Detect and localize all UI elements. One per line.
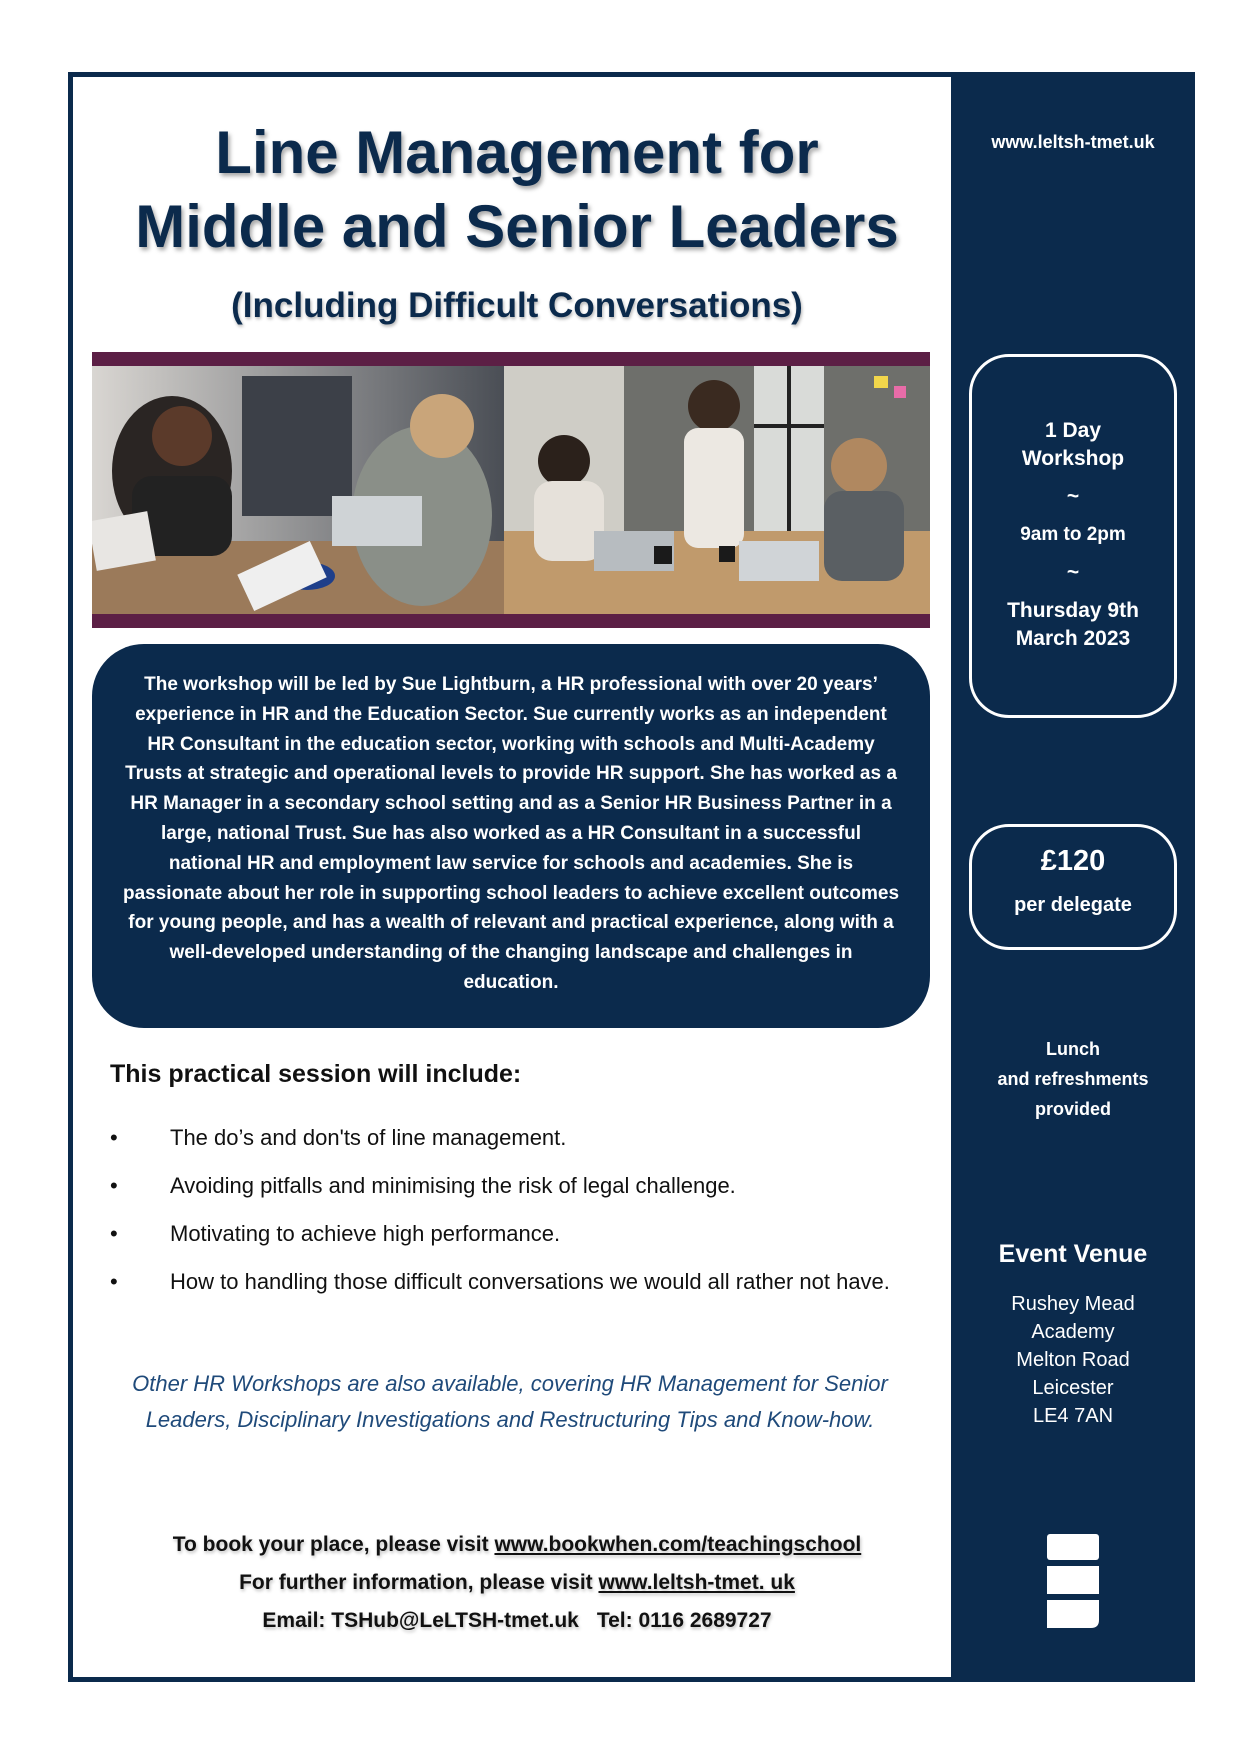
venue-line: Melton Road: [1016, 1349, 1130, 1371]
session-heading: This practical session will include:: [110, 1060, 522, 1088]
date-line-2: March 2023: [1015, 627, 1131, 650]
photo-meeting-left: [92, 366, 504, 614]
separator-2: ~: [1066, 561, 1080, 584]
session-list: [110, 1120, 910, 1312]
facilitator-bio: The workshop will be led by Sue Lightburn, a HR professional with over 20 years’ experience in HR and the Education Sector. Sue currently works as an independent HR Consultant in the education sector, working with schools and Multi-Academy Trusts at strategic and operational levels to provide HR support. She has worked as a HR Manager in a secondary school setting and as a Senior HR Business Partner in a large, national Trust. Sue has also worked as a HR Consultant in a successful national HR and employment law service for schools and academies. She is passionate about her role in supporting school leaders to achieve excellent outcomes for young people, and has a wealth of relevant and practical experience, along with a well-developed understanding of the changing landscape and challenges in education.: [92, 644, 930, 1028]
list-item: • The do’s and don'ts of line management.: [110, 1125, 567, 1150]
photo-strip: [92, 352, 930, 628]
separator-1: ~: [1066, 485, 1080, 508]
page-subtitle: (Including Difficult Conversations): [231, 286, 803, 325]
list-item: • Motivating to achieve high performance.: [110, 1221, 561, 1246]
trust-logo-icon: [1047, 1534, 1099, 1628]
info-link[interactable]: www.leltsh-tmet. uk: [598, 1571, 795, 1594]
list-item: • Avoiding pitfalls and minimising the risk of legal challenge.: [110, 1173, 736, 1198]
title-line-2: Middle and Senior Leaders: [135, 193, 899, 260]
sidebar: [951, 72, 1195, 1682]
price-box: [969, 824, 1177, 950]
booking-info: [88, 1526, 946, 1640]
venue-line: LE4 7AN: [1032, 1405, 1114, 1427]
duration-line-1: 1 Day: [1044, 419, 1102, 442]
email-contact[interactable]: Email: TSHub@LeLTSH-tmet.uk: [262, 1609, 579, 1632]
venue-line: Rushey Mead: [1011, 1293, 1135, 1315]
venue-line: Academy: [1031, 1321, 1115, 1343]
list-item-text: Avoiding pitfalls and minimising the risk of legal challenge.: [170, 1173, 736, 1198]
venue-line: Leicester: [1032, 1377, 1114, 1399]
price-unit: per delegate: [1014, 894, 1132, 916]
lunch-note: [951, 1034, 1195, 1124]
photo-meeting-right: [504, 366, 930, 614]
list-item-text: How to handling those difficult conversations we would all rather not have.: [170, 1269, 890, 1294]
book-prefix: To book your place, please visit: [172, 1533, 495, 1556]
other-workshops-note: Other HR Workshops are also available, covering HR Management for Senior Leaders, Disciplinary Investigations and Restructuring Tips and Know-how.: [132, 1371, 888, 1432]
list-item: • How to handling those difficult conversations we would all rather not have.: [110, 1269, 890, 1294]
schedule-box: [969, 354, 1177, 718]
title-line-1: Line Management for: [215, 119, 819, 186]
list-item-text: Motivating to achieve high performance.: [170, 1221, 561, 1246]
booking-link[interactable]: www.bookwhen.com/teachingschool: [494, 1533, 862, 1556]
lunch-line-1: Lunch: [1046, 1039, 1100, 1059]
page-title: [88, 116, 946, 264]
sidebar-url[interactable]: www.leltsh-tmet.uk: [991, 132, 1155, 152]
lunch-line-2: and refreshments: [997, 1069, 1149, 1089]
duration-line-2: Workshop: [1021, 447, 1125, 470]
list-item-text: The do’s and don'ts of line management.: [170, 1125, 567, 1150]
info-prefix: For further information, please visit: [239, 1571, 599, 1594]
venue-address: [951, 1290, 1195, 1430]
lunch-line-3: provided: [1034, 1099, 1111, 1119]
price: £120: [1040, 845, 1106, 877]
venue-heading: Event Venue: [998, 1240, 1148, 1268]
phone-contact: Tel: 0116 2689727: [596, 1609, 772, 1632]
date-line-1: Thursday 9th: [1007, 599, 1139, 622]
workshop-time: 9am to 2pm: [1020, 524, 1126, 545]
